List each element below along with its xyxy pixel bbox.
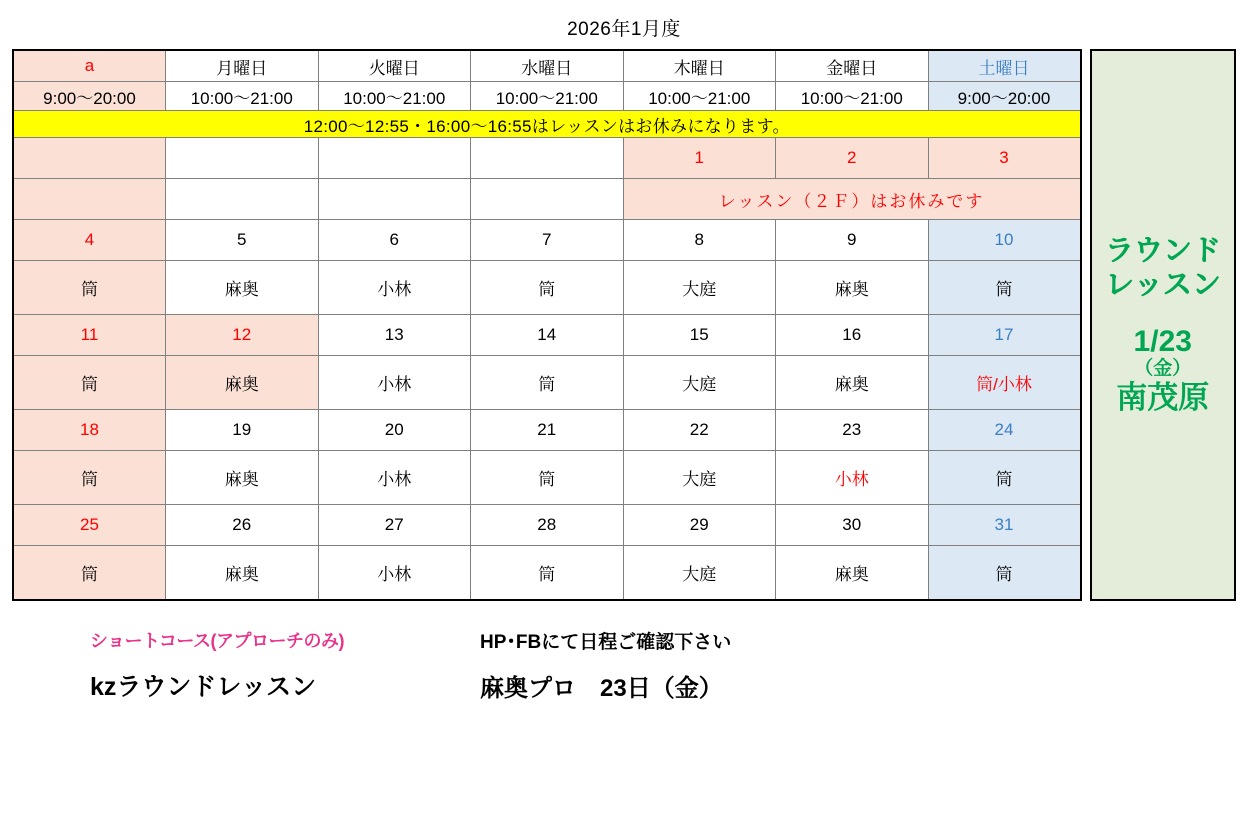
round-lesson-title-line2: レッスン xyxy=(1104,269,1221,302)
hours-row xyxy=(13,82,1081,111)
staff-cell: 筒 xyxy=(471,356,624,410)
date-cell-30: 30 xyxy=(776,505,929,546)
staff-cell: 筒 xyxy=(928,261,1081,315)
date-cell-21: 21 xyxy=(471,410,624,451)
date-cell-11: 11 xyxy=(13,315,166,356)
week3-name-row xyxy=(13,356,1081,410)
notice-text: 12:00〜12:55・16:00〜16:55はレッスンはお休みになります。 xyxy=(13,111,1081,138)
date-cell-20: 20 xyxy=(318,410,471,451)
footer-hp-fb-note: HP･FBにて日程ご確認下さい xyxy=(480,632,732,653)
staff-cell: 麻奥 xyxy=(166,451,319,505)
date-cell-16: 16 xyxy=(776,315,929,356)
week5-number-row xyxy=(13,505,1081,546)
footer xyxy=(0,627,1248,703)
week5-name-row xyxy=(13,546,1081,601)
staff-cell: 大庭 xyxy=(623,261,776,315)
name-cell-empty xyxy=(471,179,624,220)
week1-name-row xyxy=(13,179,1081,220)
date-cell-5: 5 xyxy=(166,220,319,261)
week4-name-row xyxy=(13,451,1081,505)
footer-shortcourse-label: ショートコース(アプローチのみ) xyxy=(90,631,345,651)
date-cell-17: 17 xyxy=(928,315,1081,356)
date-cell-1: 1 xyxy=(623,138,776,179)
staff-cell: 小林 xyxy=(776,451,929,505)
staff-cell: 筒 xyxy=(928,546,1081,601)
round-lesson-title-line1: ラウンド xyxy=(1104,235,1221,268)
staff-cell: 大庭 xyxy=(623,356,776,410)
holiday-message: レッスン（２Ｆ）はお休みです xyxy=(623,179,1081,220)
day-header-row xyxy=(13,50,1081,82)
date-cell-4: 4 xyxy=(13,220,166,261)
staff-cell: 筒 xyxy=(928,451,1081,505)
day-header-wednesday: 水曜日 xyxy=(471,50,624,82)
hours-friday: 10:00〜21:00 xyxy=(776,82,929,111)
staff-cell: 筒/小林 xyxy=(928,356,1081,410)
name-cell-empty xyxy=(318,179,471,220)
staff-cell: 筒 xyxy=(13,451,166,505)
staff-cell: 麻奥 xyxy=(776,261,929,315)
staff-cell: 筒 xyxy=(471,451,624,505)
staff-cell: 小林 xyxy=(318,451,471,505)
date-cell-27: 27 xyxy=(318,505,471,546)
name-cell-empty xyxy=(13,179,166,220)
hours-sunday: 9:00〜20:00 xyxy=(13,82,166,111)
footer-right-column xyxy=(480,627,980,703)
date-cell-15: 15 xyxy=(623,315,776,356)
week1-number-row xyxy=(13,138,1081,179)
name-cell-empty xyxy=(166,179,319,220)
date-cell-23: 23 xyxy=(776,410,929,451)
staff-cell: 筒 xyxy=(471,261,624,315)
date-cell-28: 28 xyxy=(471,505,624,546)
staff-cell: 麻奥 xyxy=(776,356,929,410)
footer-left-column xyxy=(90,627,480,703)
date-cell-19: 19 xyxy=(166,410,319,451)
date-cell-24: 24 xyxy=(928,410,1081,451)
calendar-area xyxy=(12,49,1236,601)
day-header-monday: 月曜日 xyxy=(166,50,319,82)
staff-cell: 筒 xyxy=(471,546,624,601)
date-cell-8: 8 xyxy=(623,220,776,261)
page-title: 2026年1月度 xyxy=(567,19,681,40)
staff-cell: 麻奥 xyxy=(776,546,929,601)
date-cell-14: 14 xyxy=(471,315,624,356)
round-lesson-date: 1/23 xyxy=(1133,324,1192,358)
hours-saturday: 9:00〜20:00 xyxy=(928,82,1081,111)
day-header-tuesday: 火曜日 xyxy=(318,50,471,82)
staff-cell: 小林 xyxy=(318,261,471,315)
staff-cell: 筒 xyxy=(13,356,166,410)
staff-cell: 筒 xyxy=(13,261,166,315)
date-cell-empty xyxy=(166,138,319,179)
week3-number-row xyxy=(13,315,1081,356)
calendar-table xyxy=(12,49,1082,601)
date-cell-22: 22 xyxy=(623,410,776,451)
hours-monday: 10:00〜21:00 xyxy=(166,82,319,111)
week2-number-row xyxy=(13,220,1081,261)
week4-number-row xyxy=(13,410,1081,451)
staff-cell: 小林 xyxy=(318,546,471,601)
staff-cell: 大庭 xyxy=(623,451,776,505)
date-cell-10: 10 xyxy=(928,220,1081,261)
date-cell-25: 25 xyxy=(13,505,166,546)
date-cell-31: 31 xyxy=(928,505,1081,546)
round-lesson-place: 南茂原 xyxy=(1116,380,1210,416)
round-lesson-panel xyxy=(1090,49,1237,601)
date-cell-18: 18 xyxy=(13,410,166,451)
date-cell-7: 7 xyxy=(471,220,624,261)
date-cell-29: 29 xyxy=(623,505,776,546)
day-header-thursday: 木曜日 xyxy=(623,50,776,82)
round-lesson-dayofweek: （金） xyxy=(1134,357,1192,379)
staff-cell: 筒 xyxy=(13,546,166,601)
date-cell-3: 3 xyxy=(928,138,1081,179)
staff-cell: 麻奥 xyxy=(166,546,319,601)
hours-tuesday: 10:00〜21:00 xyxy=(318,82,471,111)
day-header-saturday: 土曜日 xyxy=(928,50,1081,82)
footer-pro-schedule: 麻奥プロ 23日（金） xyxy=(480,675,723,702)
staff-cell: 小林 xyxy=(318,356,471,410)
date-cell-13: 13 xyxy=(318,315,471,356)
footer-kz-round-lesson: kzラウンドレッスン xyxy=(90,673,317,701)
date-cell-12: 12 xyxy=(166,315,319,356)
date-cell-26: 26 xyxy=(166,505,319,546)
week2-name-row xyxy=(13,261,1081,315)
day-header-sunday: a xyxy=(13,50,166,82)
hours-thursday: 10:00〜21:00 xyxy=(623,82,776,111)
date-cell-empty xyxy=(318,138,471,179)
date-cell-9: 9 xyxy=(776,220,929,261)
date-cell-2: 2 xyxy=(776,138,929,179)
staff-cell: 麻奥 xyxy=(166,356,319,410)
notice-row xyxy=(13,111,1081,138)
date-cell-empty xyxy=(13,138,166,179)
staff-cell: 麻奥 xyxy=(166,261,319,315)
hours-wednesday: 10:00〜21:00 xyxy=(471,82,624,111)
date-cell-empty xyxy=(471,138,624,179)
date-cell-6: 6 xyxy=(318,220,471,261)
day-header-friday: 金曜日 xyxy=(776,50,929,82)
staff-cell: 大庭 xyxy=(623,546,776,601)
